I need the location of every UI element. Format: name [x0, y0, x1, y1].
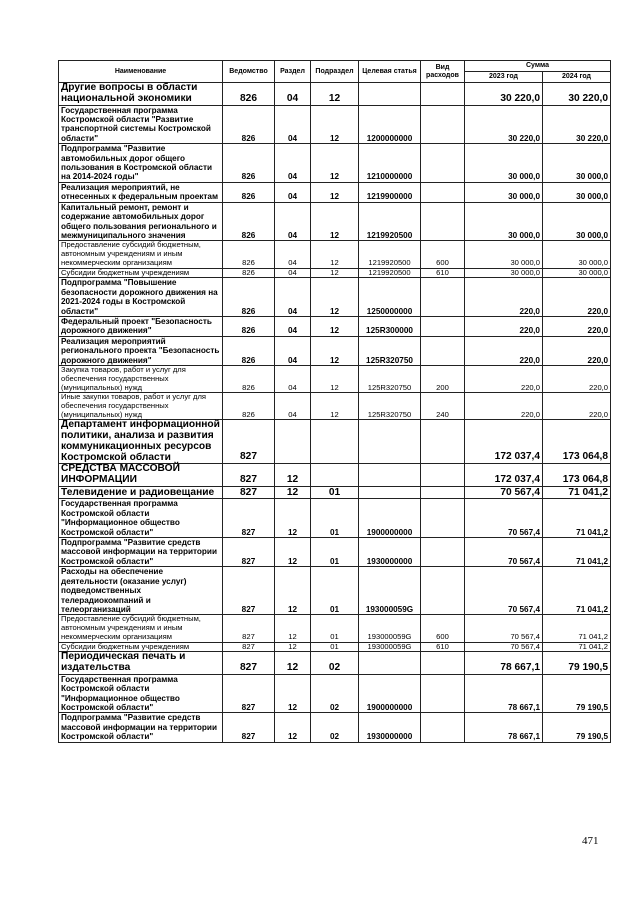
row-sum-2024: 71 041,2 — [543, 499, 611, 538]
row-dept: 826 — [223, 278, 275, 317]
row-subsection: 02 — [311, 713, 359, 742]
row-name: Подпрограмма "Повышение безопасности дорожного движения на 2021-2024 годы в Костромской области" — [59, 278, 223, 317]
row-name: Реализация мероприятий, не отнесенных к федеральным проектам — [59, 182, 223, 202]
row-exptype: 610 — [421, 642, 465, 652]
row-subsection: 01 — [311, 615, 359, 642]
row-sum-2023: 70 567,4 — [465, 499, 543, 538]
row-subsection: 01 — [311, 486, 359, 499]
row-subsection: 02 — [311, 652, 359, 674]
row-name: Государственная программа Костромской области "Информационное общество Костромской области" — [59, 674, 223, 713]
row-sum-2024: 71 041,2 — [543, 567, 611, 615]
row-target — [359, 464, 421, 486]
row-exptype — [421, 316, 465, 336]
table-row — [59, 316, 611, 336]
row-exptype — [421, 486, 465, 499]
row-section: 04 — [275, 144, 311, 183]
row-name: Другие вопросы в области национальной экономики — [59, 83, 223, 105]
row-section: 12 — [275, 538, 311, 567]
table-row — [59, 202, 611, 241]
table-row — [59, 567, 611, 615]
row-dept: 827 — [223, 713, 275, 742]
row-name: Расходы на обеспечение деятельности (оказание услуг) подведомственных телерадиокомпаний и телеорганизаций — [59, 567, 223, 615]
row-exptype — [421, 105, 465, 144]
row-target: 125R320750 — [359, 336, 421, 365]
table-row — [59, 278, 611, 317]
row-sum-2024: 220,0 — [543, 393, 611, 420]
row-dept: 826 — [223, 336, 275, 365]
row-name: Предоставление субсидий бюджетным, автономным учреждениям и иным некоммерческим организациям — [59, 241, 223, 268]
row-name: Подпрограмма "Развитие средств массовой информации на территории Костромской области" — [59, 538, 223, 567]
row-target — [359, 486, 421, 499]
row-exptype — [421, 652, 465, 674]
row-sum-2023: 172 037,4 — [465, 464, 543, 486]
table-row — [59, 366, 611, 393]
row-target: 125R320750 — [359, 366, 421, 393]
table-row — [59, 486, 611, 499]
row-sum-2024: 71 041,2 — [543, 486, 611, 499]
header-section: Раздел — [275, 61, 311, 83]
row-subsection: 01 — [311, 642, 359, 652]
row-target: 1900000000 — [359, 674, 421, 713]
row-dept: 826 — [223, 105, 275, 144]
table-row — [59, 420, 611, 464]
row-subsection: 12 — [311, 105, 359, 144]
row-dept: 826 — [223, 241, 275, 268]
header-subsection: Подраздел — [311, 61, 359, 83]
table-row — [59, 674, 611, 713]
row-sum-2024: 30 220,0 — [543, 105, 611, 144]
row-sum-2024: 79 190,5 — [543, 674, 611, 713]
row-sum-2024: 220,0 — [543, 278, 611, 317]
row-name: Предоставление субсидий бюджетным, автономным учреждениям и иным некоммерческим организациям — [59, 615, 223, 642]
table-row — [59, 538, 611, 567]
row-name: Иные закупки товаров, работ и услуг для обеспечения государственных (муниципальных) нужд — [59, 393, 223, 420]
row-section: 04 — [275, 241, 311, 268]
row-exptype — [421, 420, 465, 464]
table-row — [59, 393, 611, 420]
row-name: Субсидии бюджетным учреждениям — [59, 268, 223, 278]
row-sum-2023: 78 667,1 — [465, 713, 543, 742]
row-exptype: 200 — [421, 366, 465, 393]
row-exptype: 600 — [421, 241, 465, 268]
row-sum-2024: 79 190,5 — [543, 713, 611, 742]
row-sum-2024: 30 000,0 — [543, 241, 611, 268]
row-target: 1219920500 — [359, 268, 421, 278]
row-dept: 827 — [223, 615, 275, 642]
row-sum-2024: 220,0 — [543, 366, 611, 393]
row-dept: 827 — [223, 642, 275, 652]
row-sum-2024: 173 064,8 — [543, 420, 611, 464]
row-dept: 827 — [223, 674, 275, 713]
row-target: 1930000000 — [359, 713, 421, 742]
table-row — [59, 336, 611, 365]
row-dept: 827 — [223, 499, 275, 538]
row-sum-2023: 30 000,0 — [465, 241, 543, 268]
table-row — [59, 105, 611, 144]
row-target: 125R320750 — [359, 393, 421, 420]
row-dept: 826 — [223, 182, 275, 202]
row-name: Государственная программа Костромской области "Развитие транспортной системы Костромской области" — [59, 105, 223, 144]
row-sum-2024: 30 000,0 — [543, 182, 611, 202]
row-exptype: 600 — [421, 615, 465, 642]
row-section: 12 — [275, 464, 311, 486]
row-sum-2023: 220,0 — [465, 366, 543, 393]
row-target: 1219900000 — [359, 182, 421, 202]
row-sum-2023: 78 667,1 — [465, 652, 543, 674]
row-sum-2023: 70 567,4 — [465, 567, 543, 615]
row-sum-2024: 30 000,0 — [543, 202, 611, 241]
table-body — [59, 83, 611, 743]
row-sum-2024: 79 190,5 — [543, 652, 611, 674]
row-dept: 826 — [223, 202, 275, 241]
row-subsection: 12 — [311, 336, 359, 365]
row-exptype — [421, 567, 465, 615]
table-row — [59, 652, 611, 674]
row-name: Подпрограмма "Развитие средств массовой информации на территории Костромской области" — [59, 713, 223, 742]
row-dept: 826 — [223, 393, 275, 420]
row-dept: 826 — [223, 268, 275, 278]
table-row — [59, 241, 611, 268]
row-name: Федеральный проект "Безопасность дорожного движения" — [59, 316, 223, 336]
table-row — [59, 499, 611, 538]
row-sum-2023: 30 000,0 — [465, 182, 543, 202]
row-section: 04 — [275, 316, 311, 336]
row-exptype — [421, 674, 465, 713]
row-dept: 826 — [223, 316, 275, 336]
row-sum-2024: 30 000,0 — [543, 268, 611, 278]
row-sum-2024: 173 064,8 — [543, 464, 611, 486]
row-sum-2023: 30 000,0 — [465, 144, 543, 183]
row-target — [359, 420, 421, 464]
row-target: 193000059G — [359, 642, 421, 652]
row-subsection: 12 — [311, 366, 359, 393]
row-name: Закупка товаров, работ и услуг для обеспечения государственных (муниципальных) нужд — [59, 366, 223, 393]
row-name: Департамент информационной политики, анализа и развития коммуникационных ресурсов Костромской области — [59, 420, 223, 464]
row-subsection: 12 — [311, 316, 359, 336]
row-name: Субсидии бюджетным учреждениям — [59, 642, 223, 652]
row-sum-2023: 70 567,4 — [465, 538, 543, 567]
table-row — [59, 83, 611, 105]
row-sum-2024: 30 220,0 — [543, 83, 611, 105]
row-sum-2023: 70 567,4 — [465, 615, 543, 642]
row-sum-2024: 30 000,0 — [543, 144, 611, 183]
row-subsection: 12 — [311, 241, 359, 268]
row-section: 04 — [275, 366, 311, 393]
row-subsection — [311, 464, 359, 486]
row-name: СРЕДСТВА МАССОВОЙ ИНФОРМАЦИИ — [59, 464, 223, 486]
row-subsection: 02 — [311, 674, 359, 713]
row-dept: 827 — [223, 567, 275, 615]
row-subsection: 12 — [311, 268, 359, 278]
row-exptype: 240 — [421, 393, 465, 420]
row-sum-2024: 220,0 — [543, 336, 611, 365]
row-subsection: 01 — [311, 567, 359, 615]
row-section: 12 — [275, 713, 311, 742]
row-sum-2023: 70 567,4 — [465, 642, 543, 652]
row-sum-2024: 220,0 — [543, 316, 611, 336]
row-target: 1219920500 — [359, 202, 421, 241]
row-name: Телевидение и радиовещание — [59, 486, 223, 499]
header-year-2023: 2023 год — [465, 72, 543, 83]
row-sum-2024: 71 041,2 — [543, 538, 611, 567]
row-section: 04 — [275, 393, 311, 420]
row-exptype — [421, 278, 465, 317]
row-section — [275, 420, 311, 464]
row-sum-2023: 30 000,0 — [465, 202, 543, 241]
row-dept: 826 — [223, 366, 275, 393]
row-section: 12 — [275, 674, 311, 713]
table-row — [59, 268, 611, 278]
row-sum-2023: 30 000,0 — [465, 268, 543, 278]
row-target: 1250000000 — [359, 278, 421, 317]
row-name: Государственная программа Костромской области "Информационное общество Костромской области" — [59, 499, 223, 538]
row-section: 04 — [275, 182, 311, 202]
header-target: Целевая статья — [359, 61, 421, 83]
row-sum-2024: 71 041,2 — [543, 642, 611, 652]
row-section: 04 — [275, 83, 311, 105]
row-subsection: 12 — [311, 144, 359, 183]
row-name: Периодическая печать и издательства — [59, 652, 223, 674]
row-section: 12 — [275, 652, 311, 674]
row-subsection: 12 — [311, 83, 359, 105]
table-header — [59, 61, 611, 83]
row-sum-2023: 78 667,1 — [465, 674, 543, 713]
row-dept: 827 — [223, 538, 275, 567]
row-subsection — [311, 420, 359, 464]
table-row — [59, 713, 611, 742]
row-section: 04 — [275, 202, 311, 241]
row-dept: 826 — [223, 83, 275, 105]
row-target: 1930000000 — [359, 538, 421, 567]
row-dept: 827 — [223, 464, 275, 486]
row-section: 12 — [275, 567, 311, 615]
table-row — [59, 182, 611, 202]
budget-table — [58, 60, 611, 743]
row-target — [359, 83, 421, 105]
header-sum: Сумма — [465, 61, 611, 72]
row-exptype — [421, 713, 465, 742]
row-exptype — [421, 538, 465, 567]
row-target — [359, 652, 421, 674]
row-name: Подпрограмма "Развитие автомобильных дорог общего пользования в Костромской области на 2014-2024 годы" — [59, 144, 223, 183]
table-row — [59, 144, 611, 183]
row-name: Реализация мероприятий регионального проекта "Безопасность дорожного движения" — [59, 336, 223, 365]
row-subsection: 01 — [311, 499, 359, 538]
row-exptype — [421, 464, 465, 486]
row-exptype: 610 — [421, 268, 465, 278]
row-dept: 827 — [223, 652, 275, 674]
row-section: 12 — [275, 642, 311, 652]
row-section: 12 — [275, 486, 311, 499]
row-exptype — [421, 202, 465, 241]
row-subsection: 12 — [311, 182, 359, 202]
row-exptype — [421, 144, 465, 183]
row-subsection: 12 — [311, 393, 359, 420]
row-sum-2023: 220,0 — [465, 316, 543, 336]
row-subsection: 12 — [311, 202, 359, 241]
row-target: 1900000000 — [359, 499, 421, 538]
row-exptype — [421, 336, 465, 365]
row-sum-2023: 30 220,0 — [465, 105, 543, 144]
row-subsection: 01 — [311, 538, 359, 567]
row-target: 125R300000 — [359, 316, 421, 336]
row-name: Капитальный ремонт, ремонт и содержание автомобильных дорог общего пользования регионального и межмуниципального значения — [59, 202, 223, 241]
row-sum-2023: 220,0 — [465, 336, 543, 365]
row-subsection: 12 — [311, 278, 359, 317]
table-row — [59, 464, 611, 486]
row-dept: 826 — [223, 144, 275, 183]
header-year-2024: 2024 год — [543, 72, 611, 83]
row-sum-2023: 172 037,4 — [465, 420, 543, 464]
row-section: 04 — [275, 268, 311, 278]
table-row — [59, 615, 611, 642]
page-number: 471 — [582, 835, 599, 847]
row-target: 1210000000 — [359, 144, 421, 183]
row-sum-2023: 30 220,0 — [465, 83, 543, 105]
row-sum-2023: 220,0 — [465, 278, 543, 317]
row-exptype — [421, 182, 465, 202]
row-exptype — [421, 499, 465, 538]
row-sum-2024: 71 041,2 — [543, 615, 611, 642]
row-section: 04 — [275, 105, 311, 144]
row-target: 193000059G — [359, 567, 421, 615]
row-exptype — [421, 83, 465, 105]
row-target: 1200000000 — [359, 105, 421, 144]
row-dept: 827 — [223, 486, 275, 499]
row-dept: 827 — [223, 420, 275, 464]
header-name: Наименование — [59, 61, 223, 83]
row-sum-2023: 220,0 — [465, 393, 543, 420]
row-target: 193000059G — [359, 615, 421, 642]
row-section: 04 — [275, 278, 311, 317]
row-sum-2023: 70 567,4 — [465, 486, 543, 499]
row-target: 1219920500 — [359, 241, 421, 268]
row-section: 12 — [275, 615, 311, 642]
row-section: 04 — [275, 336, 311, 365]
row-section: 12 — [275, 499, 311, 538]
header-exptype: Вид расходов — [421, 61, 465, 83]
header-dept: Ведомство — [223, 61, 275, 83]
